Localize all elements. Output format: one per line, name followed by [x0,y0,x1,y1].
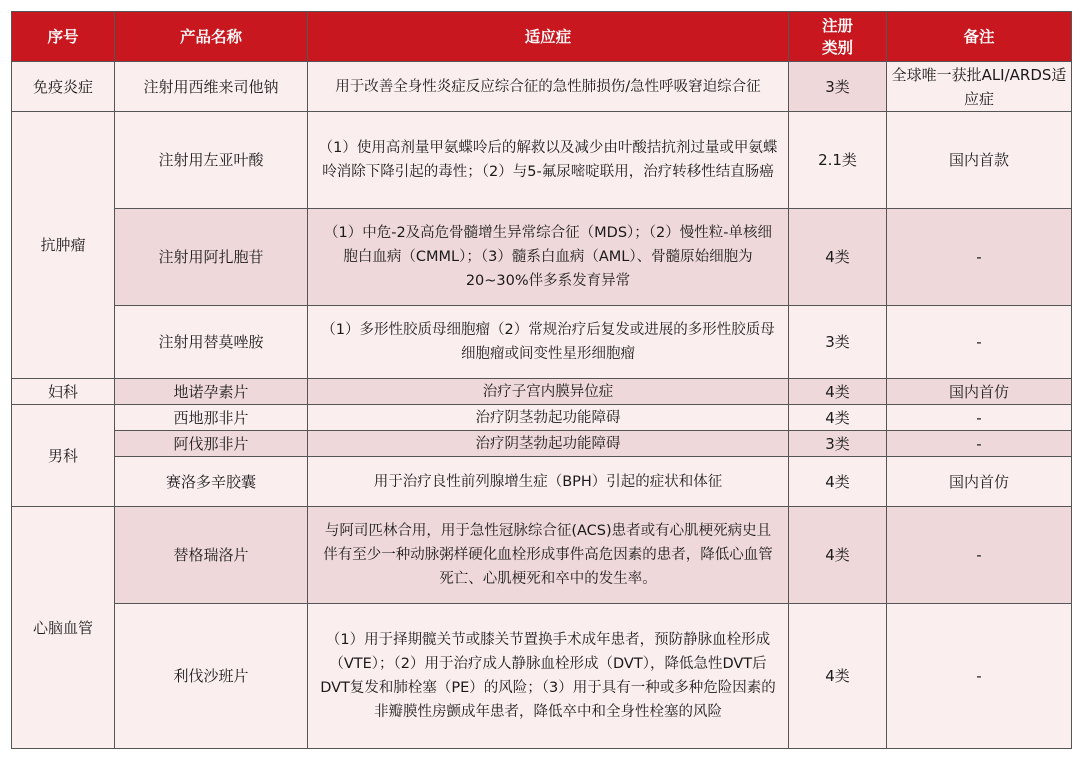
registration-class: 4类 [789,507,887,604]
registration-class: 3类 [789,431,887,457]
indication: 与阿司匹林合用，用于急性冠脉综合征(ACS)患者或有心肌梗死病史且伴有至少一种动脉粥样硬化血栓形成事件高危因素的患者，降低心血管死亡、心肌梗死和卒中的发生率。 [308,507,789,604]
product-name: 西地那非片 [115,405,308,431]
table-row [12,306,1072,379]
table-row [12,112,1072,209]
category-cell: 妇科 [12,379,115,405]
remark: - [887,604,1072,749]
registration-class: 4类 [789,604,887,749]
product-name: 注射用阿扎胞苷 [115,209,308,306]
header-product-name: 产品名称 [115,12,308,62]
registration-class: 3类 [789,306,887,379]
category-cell: 免疫炎症 [12,62,115,112]
table-row [12,209,1072,306]
category-cell: 抗肿瘤 [12,112,115,379]
table-row [12,379,1072,405]
table-header-row [12,12,1072,62]
indication: （1）中危-2及高危骨髓增生异常综合征（MDS）；（2）慢性粒-单核细胞白血病（CMML）；（3）髓系白血病（AML）、骨髓原始细胞为20~30%伴多系发育异常 [308,209,789,306]
indication: 治疗子宫内膜异位症 [308,379,789,405]
indication: （1）用于择期髋关节或膝关节置换手术成年患者，预防静脉血栓形成（VTE）；（2）用于治疗成人静脉血栓形成（DVT），降低急性DVT后DVT复发和肺栓塞（PE）的风险；（3）用于具有一种或多种危险因素的非瓣膜性房颤成年患者，降低卒中和全身性栓塞的风险 [308,604,789,749]
table-row [12,507,1072,604]
category-cell: 男科 [12,405,115,507]
registration-class: 4类 [789,405,887,431]
indication: （1）使用高剂量甲氨蝶呤后的解救以及减少由叶酸拮抗剂过量或甲氨蝶呤消除下降引起的毒性；（2）与5-氟尿嘧啶联用，治疗转移性结直肠癌 [308,112,789,209]
header-reg-line2: 类别 [821,38,853,57]
table-row [12,405,1072,431]
indication: （1）多形性胶质母细胞瘤（2）常规治疗后复发或进展的多形性胶质母细胞瘤或间变性星形细胞瘤 [308,306,789,379]
registration-class: 2.1类 [789,112,887,209]
table-row [12,62,1072,112]
indication: 治疗阴茎勃起功能障碍 [308,431,789,457]
product-name: 地诺孕素片 [115,379,308,405]
product-name: 赛洛多辛胶囊 [115,457,308,507]
product-name: 注射用左亚叶酸 [115,112,308,209]
registration-class: 4类 [789,457,887,507]
registration-class: 4类 [789,209,887,306]
indication: 用于治疗良性前列腺增生症（BPH）引起的症状和体征 [308,457,789,507]
product-name: 阿伐那非片 [115,431,308,457]
remark: 全球唯一获批ALI/ARDS适应症 [887,62,1072,112]
indication: 用于改善全身性炎症反应综合征的急性肺损伤/急性呼吸窘迫综合征 [308,62,789,112]
remark: - [887,405,1072,431]
indication: 治疗阴茎勃起功能障碍 [308,405,789,431]
product-name: 注射用替莫唑胺 [115,306,308,379]
table-row [12,431,1072,457]
registration-class: 3类 [789,62,887,112]
product-name: 替格瑞洛片 [115,507,308,604]
product-name: 利伐沙班片 [115,604,308,749]
remark: - [887,209,1072,306]
drug-product-table [11,11,1072,749]
product-name: 注射用西维来司他钠 [115,62,308,112]
header-category: 序号 [12,12,115,62]
header-registration-class [789,12,887,62]
table-row [12,604,1072,749]
category-cell: 心脑血管 [12,507,115,749]
remark: 国内首仿 [887,457,1072,507]
registration-class: 4类 [789,379,887,405]
remark: 国内首款 [887,112,1072,209]
remark: 国内首仿 [887,379,1072,405]
remark: - [887,507,1072,604]
header-indication: 适应症 [308,12,789,62]
remark: - [887,431,1072,457]
remark: - [887,306,1072,379]
header-remark: 备注 [887,12,1072,62]
table-row [12,457,1072,507]
header-reg-line1: 注册 [821,16,853,35]
